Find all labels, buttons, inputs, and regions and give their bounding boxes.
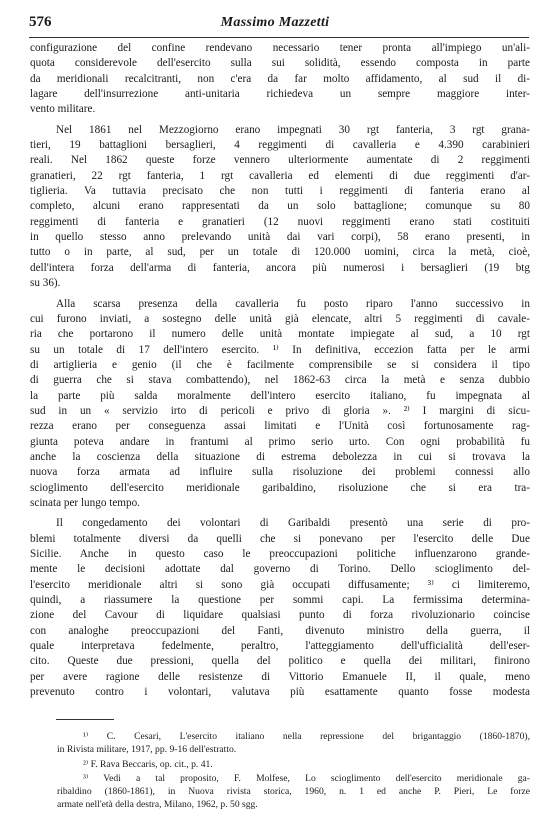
text-line: su un totale di 17 dell'intero esercito. ¹⁾ In definitiva, eccezion fatta per le armi [30, 343, 530, 356]
footnote-line: ribaldino (1860-1861), in Nuova rivista storica, 1960, n. 1 ed anche P. Pieri, Le forze [57, 786, 530, 798]
text-line: zione del Cavour di liquidare qualsiasi punto di forza rivoluzionario coincise [30, 609, 530, 622]
text-line: dell'intera forza dell'arma di fanteria, ancora più numerosi i bersaglieri (19 btg [30, 261, 530, 274]
text-line: sud in un « servizio irto di pericoli e privo di gloria ». ²⁾ I margini di sicu- [30, 404, 530, 417]
text-line: granatieri, 22 rgt fanteria, 1 rgt cavalleria ed elementi di due reggimenti d'ar- [30, 169, 530, 182]
text-line: reali. Nel 1862 queste forze vennero ulteriormente aumentate di 2 reggimenti [30, 154, 530, 167]
text-line: di artiglieria e genio (il che è facilmente comprensibile se si considera il tipo [30, 358, 530, 371]
footnote-line: ²⁾ F. Rava Beccaris, op. cit., p. 41. [83, 758, 213, 770]
text-line: giunta poteva andare in frantumi al primo serio urto. Con ogni probabilità fu [30, 435, 530, 448]
text-line: vento militare. [30, 103, 96, 116]
text-line: quota considerevole dell'esercito sulla sui solidità, essendo composta in parte [30, 57, 530, 70]
footnote-line: in Rivista militare, 1917, pp. 9-16 dell'estratto. [57, 743, 237, 755]
page-number: 576 [29, 14, 52, 30]
paragraph [30, 123, 530, 292]
text-line: quale interpretava fedelmente, peraltro, l'atteggiamento dell'ufficialità dell'eser- [30, 640, 530, 653]
text-line: completo, alcuni erano rappresentati da un solo battaglione; comunque su 80 [30, 200, 530, 213]
text-line: in quello stesso anno prelevando unità dai vari corpi), 58 erano presenti, in [30, 231, 530, 244]
text-line: tieri, 19 battaglioni bersaglieri, 4 reggimenti di cavalleria e 4.390 carabinieri [30, 139, 530, 152]
text-line: con analoghe preoccupazioni del Fanti, divenuto ministro della guerra, il [30, 624, 530, 637]
text-line: Alla scarsa presenza della cavalleria fu posto riparo l'anno successivo in [56, 297, 530, 310]
text-line: ria che portarono il numero delle unità montate impiegate al sud, a 10 rgt [30, 328, 530, 341]
text-line: tutto o in parte, al sud, per un totale di 120.000 uomini, circa la metà, cioè, [30, 246, 530, 259]
text-line: blemi totalmente diversi da quelli che si ponevano per l'esercito delle Due [30, 532, 530, 545]
footnote [57, 731, 530, 757]
header-rule [29, 37, 529, 38]
text-line: scioglimento dell'esercito meridionale garibaldino, risoluzione che si era tra- [30, 481, 530, 494]
text-line: tiglieria. Va tuttavia precisato che non tutti i reggimenti di fanteria erano al [30, 185, 530, 198]
running-head: Massimo Mazzetti [220, 15, 330, 30]
text-line: l'esercito meridionale altri si sono già occupati diffusamente; ³⁾ ci limiteremo, [30, 578, 530, 591]
paragraph [30, 516, 530, 700]
footnote-line: armate nell'età della destra, Milano, 1962, p. 50 sgg. [57, 798, 258, 810]
text-line: rezza erano per conseguenza assai limitati e l'Unità così fortunosamente rag- [30, 420, 530, 433]
text-line: prevenuto contro i volontari, valutava più esattamente quanto fosse modesta [30, 686, 530, 699]
footnotes [57, 731, 530, 814]
paragraph [30, 41, 530, 118]
text-line: quindi, a riassumere la questione per sommi capi. La fermissima determina- [30, 594, 530, 607]
text-line: da meridionali recalcitranti, non c'era da far molto affidamento, al sud il di- [30, 72, 530, 85]
text-line: anche la coscienza della situazione di estrema debolezza in cui si trovava la [30, 450, 530, 463]
footnote-rule [56, 719, 114, 720]
text-line: lagare dell'insurrezione anti-unitaria richiedeva un sempre maggiore inter- [30, 88, 530, 101]
footnote [57, 759, 530, 772]
text-line: nuova forza armata ad influire sulla risoluzione dei problemi connessi allo [30, 466, 530, 479]
footnote-line: ¹⁾ C. Cesari, L'esercito italiano nella repressione del brigantaggio (1860-1870), [83, 731, 530, 742]
text-line: per avere ragione delle resistenze di Vittorio Emanuele II, il quale, meno [30, 670, 530, 683]
paragraph [30, 297, 530, 512]
text-line: Sicilie. Anche in questo caso le preoccupazioni politiche influenzarono grande- [30, 548, 530, 560]
text-line: reggimenti di fanteria e granatieri (12 nuovi reggimenti erano stati costituiti [30, 215, 530, 228]
footnote [57, 773, 530, 811]
text-line: la parte più salda moralmente dell'intero esercito italiano, fu impegnata al [30, 389, 530, 402]
footnote-line: ³⁾ Vedi a tal proposito, F. Molfese, Lo scioglimento dell'esercito meridionale ga- [83, 773, 530, 785]
text-line: di guerra che si stava combattendo), nel 1862-63 circa la metà e senza dubbio [30, 374, 530, 387]
text-line: Il congedamento dei volontari di Garibaldi presentò una serie di pro- [56, 517, 530, 530]
page-header [0, 14, 550, 34]
text-line: cito. Queste due pressioni, quella del politico e quella dei militari, finirono [30, 655, 530, 668]
text-line: scinata per lungo tempo. [30, 496, 140, 509]
text-line: su 36). [30, 277, 61, 290]
text-line: configurazione del confine rendevano necessario tener pronta all'impiego un'ali- [30, 42, 530, 54]
text-line: mente le decisioni adottate dal governo di Torino. Dello scioglimento del- [30, 563, 530, 576]
body-text [30, 41, 530, 705]
text-line: cui furono inviati, a sostegno delle unità già elencate, altri 5 reggimenti di cavale- [30, 312, 530, 325]
text-line: Nel 1861 nel Mezzogiorno erano impegnati 30 rgt fanteria, 3 rgt grana- [56, 123, 530, 136]
